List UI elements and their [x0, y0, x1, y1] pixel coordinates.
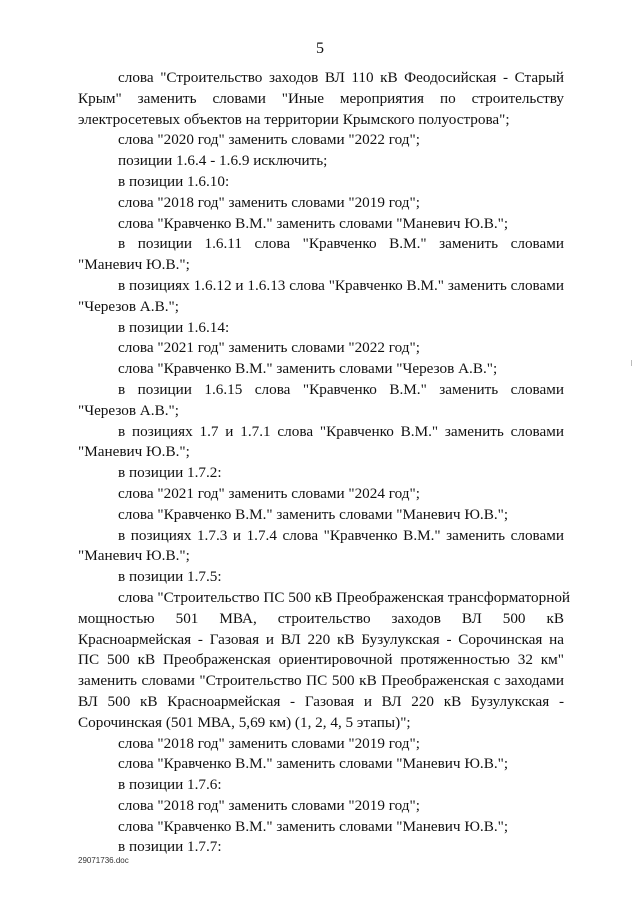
- paragraph: [78, 338, 564, 359]
- paragraph: [78, 318, 564, 339]
- text-line: слова "Кравченко В.М." заменить словами "Маневич Ю.В.";: [118, 755, 509, 773]
- text-line: ВЛ 500 кВ Красноармейская - Газовая и ВЛ 220 кВ Бузулукская -: [78, 692, 564, 710]
- text-line: слова "2018 год" заменить словами "2019 год";: [118, 796, 420, 814]
- text-line: слова "2021 год" заменить словами "2024 год";: [118, 484, 420, 502]
- page-number: 5: [316, 40, 324, 57]
- paragraph: [78, 214, 564, 235]
- text-line: слова "Кравченко В.М." заменить словами "Маневич Ю.В.";: [118, 817, 509, 835]
- text-line: в позиции 1.7.6:: [118, 776, 222, 794]
- paragraph: [78, 234, 564, 276]
- paragraph: [78, 837, 564, 858]
- paragraph: [78, 588, 571, 734]
- paragraph: [78, 754, 564, 775]
- paragraph: [78, 463, 564, 484]
- paragraph: [78, 380, 564, 422]
- text-line: слова "2018 год" заменить словами "2019 год";: [118, 734, 420, 752]
- paragraph: [78, 734, 564, 755]
- text-line: в позиции 1.6.15 слова "Кравченко В.М." заменить словами: [118, 380, 564, 398]
- paragraph: [78, 775, 564, 796]
- text-line: заменить словами "Строительство ПС 500 кВ Преображенская с заходами: [78, 672, 564, 690]
- text-line: слова "2021 год" заменить словами "2022 год";: [118, 339, 420, 357]
- text-line: Красноармейская - Газовая и ВЛ 220 кВ Бузулукская - Сорочинская на: [78, 630, 564, 648]
- text-line: "Маневич Ю.В.";: [78, 443, 190, 461]
- text-line: слова "2020 год" заменить словами "2022 год";: [118, 131, 420, 149]
- text-line: Крым" заменить словами "Иные мероприятия по строительству: [78, 89, 564, 107]
- paragraph: [78, 526, 564, 568]
- text-line: Сорочинская (501 МВА, 5,69 км) (1, 2, 4, 5 этапы)";: [78, 713, 411, 731]
- text-line: в позиции 1.6.10:: [118, 172, 230, 190]
- text-line: "Маневич Ю.В.";: [78, 256, 190, 274]
- paragraph: [78, 505, 564, 526]
- text-line: в позиции 1.7.2:: [118, 464, 222, 482]
- text-line: в позиции 1.7.7:: [118, 838, 222, 856]
- paragraph: [78, 567, 564, 588]
- text-line: слова "2018 год" заменить словами "2019 год";: [118, 193, 420, 211]
- paragraph: [78, 817, 564, 838]
- paragraph: [78, 359, 564, 380]
- text-line: "Черезов А.В.";: [78, 297, 179, 315]
- margin-mark: [631, 360, 632, 366]
- text-line: электросетевых объектов на территории Крымского полуострова";: [78, 110, 510, 128]
- paragraph: [78, 193, 564, 214]
- text-line: слова "Строительство заходов ВЛ 110 кВ Феодосийская - Старый: [118, 69, 564, 86]
- text-line: слова "Кравченко В.М." заменить словами "Маневич Ю.В.";: [118, 505, 509, 523]
- paragraph: [78, 796, 564, 817]
- text-line: "Маневич Ю.В.";: [78, 547, 190, 565]
- paragraph: [78, 130, 564, 151]
- paragraph: [78, 68, 564, 130]
- document-body: [78, 68, 571, 858]
- text-line: в позиции 1.6.11 слова "Кравченко В.М." заменить словами: [118, 235, 564, 253]
- text-line: слова "Строительство ПС 500 кВ Преображенская трансформаторной: [118, 588, 571, 606]
- text-line: в позиции 1.7.5:: [118, 568, 222, 586]
- paragraph: [78, 276, 564, 318]
- file-name-footer: 29071736.doc: [78, 856, 129, 865]
- text-line: ПС 500 кВ Преображенская ориентировочной протяженностью 32 км": [78, 651, 564, 669]
- paragraph: [78, 151, 564, 172]
- text-line: слова "Кравченко В.М." заменить словами "Маневич Ю.В.";: [118, 214, 509, 232]
- paragraph: [78, 484, 564, 505]
- text-line: мощностью 501 МВА, строительство заходов ВЛ 500 кВ: [78, 609, 564, 627]
- text-line: слова "Кравченко В.М." заменить словами "Черезов А.В.";: [118, 360, 498, 378]
- text-line: позиции 1.6.4 - 1.6.9 исключить;: [118, 152, 328, 170]
- text-line: в позициях 1.7 и 1.7.1 слова "Кравченко В.М." заменить словами: [118, 422, 564, 440]
- text-line: в позициях 1.7.3 и 1.7.4 слова "Кравченко В.М." заменить словами: [118, 526, 564, 544]
- text-line: в позиции 1.6.14:: [118, 318, 230, 336]
- paragraph: [78, 422, 564, 464]
- text-line: "Черезов А.В.";: [78, 401, 179, 419]
- paragraph: [78, 172, 564, 193]
- text-line: в позициях 1.6.12 и 1.6.13 слова "Кравченко В.М." заменить словами: [118, 276, 564, 294]
